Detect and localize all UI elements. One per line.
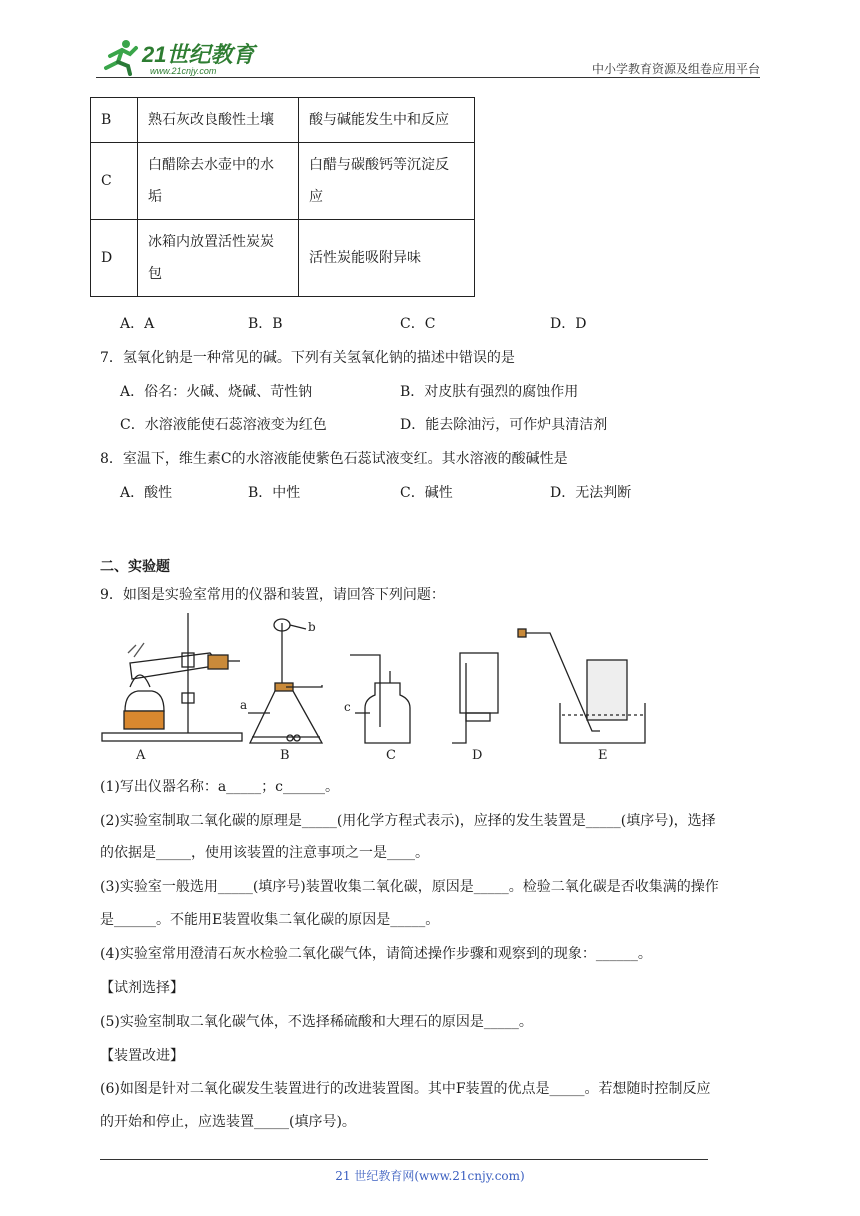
fig-label: D [472,748,483,763]
apparatus-b-icon [248,619,322,743]
q7-choice-b: B．对皮肤有强烈的腐蚀作用 [400,384,579,400]
tag-reagent: 【试剂选择】 [100,980,184,996]
table-cell-fact: 熟石灰改良酸性土壤 [138,98,299,143]
apparatus-c-icon [350,655,410,743]
cell-line: 白醋与碳酸钙等沉淀反 [309,157,449,173]
fig-mark: b [308,620,316,634]
q6-choice-d: D．D [550,316,587,332]
site-logo [96,36,266,76]
q9-part3-line2: 是______。不能用E装置收集二氧化碳的原因是_____。 [100,912,440,928]
q7-choice-c: C．水溶液能使石蕊溶液变为红色 [120,417,327,433]
q9-part1: (1)写出仪器名称：a_____；c______。 [100,779,340,795]
table-row [91,220,475,297]
q8-choice-a: A．酸性 [120,485,173,501]
logo-text: 21世纪教育 [142,42,255,67]
table-row [91,98,475,143]
cell-line: 白醋除去水壶中的水 [148,157,274,173]
runner-icon [106,40,136,74]
section-title: 二、实验题 [100,559,170,575]
table-cell-reason [299,143,475,220]
q9-stem: 9．如图是实验室常用的仪器和装置，请回答下列问题： [100,587,445,603]
q9-part4: (4)实验室常用澄清石灰水检验二氧化碳气体，请简述操作步骤和观察到的现象：______。 [100,946,652,962]
q9-part6-line1: (6)如图是针对二氧化碳发生装置进行的改进装置图。其中F装置的优点是_____。若想随时控制反应 [100,1081,711,1097]
apparatus-e-icon [518,629,645,743]
q8-choice-b: B．中性 [248,485,301,501]
q8-choice-d: D．无法判断 [550,485,632,501]
fig-label: A [136,748,146,763]
footer-link[interactable]: 21 世纪教育网(www.21cnjy.com) [335,1169,525,1183]
q9-part5: (5)实验室制取二氧化碳气体，不选择稀硫酸和大理石的原因是_____。 [100,1014,533,1030]
table-cell-fact [138,143,299,220]
fig-label: C [386,748,396,763]
q8-stem: 8．室温下，维生素C的水溶液能使紫色石蕊试液变红。其水溶液的酸碱性是 [100,451,568,467]
table-cell-option: C [91,143,138,220]
table-cell-option: B [91,98,138,143]
q6-choice-b: B．B [248,316,283,332]
apparatus-figure [100,613,660,763]
apparatus-d-icon [452,653,498,743]
table-cell-fact [138,220,299,297]
q7-choice-d: D．能去除油污，可作炉具清洁剂 [400,417,608,433]
platform-name: 中小学教育资源及组卷应用平台 [591,62,760,76]
table-cell-reason: 酸与碱能发生中和反应 [299,98,475,143]
cell-line: 包 [148,266,162,282]
apparatus-a-icon [102,613,242,741]
tag-improve: 【装置改进】 [100,1048,184,1064]
table-cell-option: D [91,220,138,297]
header-divider [96,77,760,78]
fig-mark: a [240,698,248,712]
q7-choice-a: A．俗名：火碱、烧碱、苛性钠 [120,384,313,400]
cell-line: 冰箱内放置活性炭炭 [148,234,274,250]
fig-label: E [598,748,608,763]
q9-part6-line2: 的开始和停止，应选装置_____(填序号)。 [100,1114,356,1130]
q6-option-table [90,97,475,297]
logo-url: www.21cnjy.com [150,66,217,76]
q6-choice-c: C．C [400,316,436,332]
fig-mark: c [344,700,351,714]
table-cell-reason: 活性炭能吸附异味 [299,220,475,297]
fig-label: B [280,748,290,763]
q9-part3-line1: (3)实验室一般选用_____(填序号)装置收集二氧化碳，原因是_____。检验二氧化碳是否收集满的操作 [100,879,719,895]
cell-line: 垢 [148,189,162,205]
q6-choice-a: A．A [120,316,155,332]
q8-choice-c: C．碱性 [400,485,453,501]
q9-part2-line2: 的依据是_____，使用该装置的注意事项之一是____。 [100,845,429,861]
cell-line: 应 [309,189,323,205]
table-row [91,143,475,220]
footer-divider [100,1159,708,1160]
q7-stem: 7．氢氧化钠是一种常见的碱。下列有关氢氧化钠的描述中错误的是 [100,350,515,366]
q9-part2-line1: (2)实验室制取二氧化碳的原理是_____(用化学方程式表示)，应择的发生装置是_____(填序号)，选择 [100,813,716,829]
